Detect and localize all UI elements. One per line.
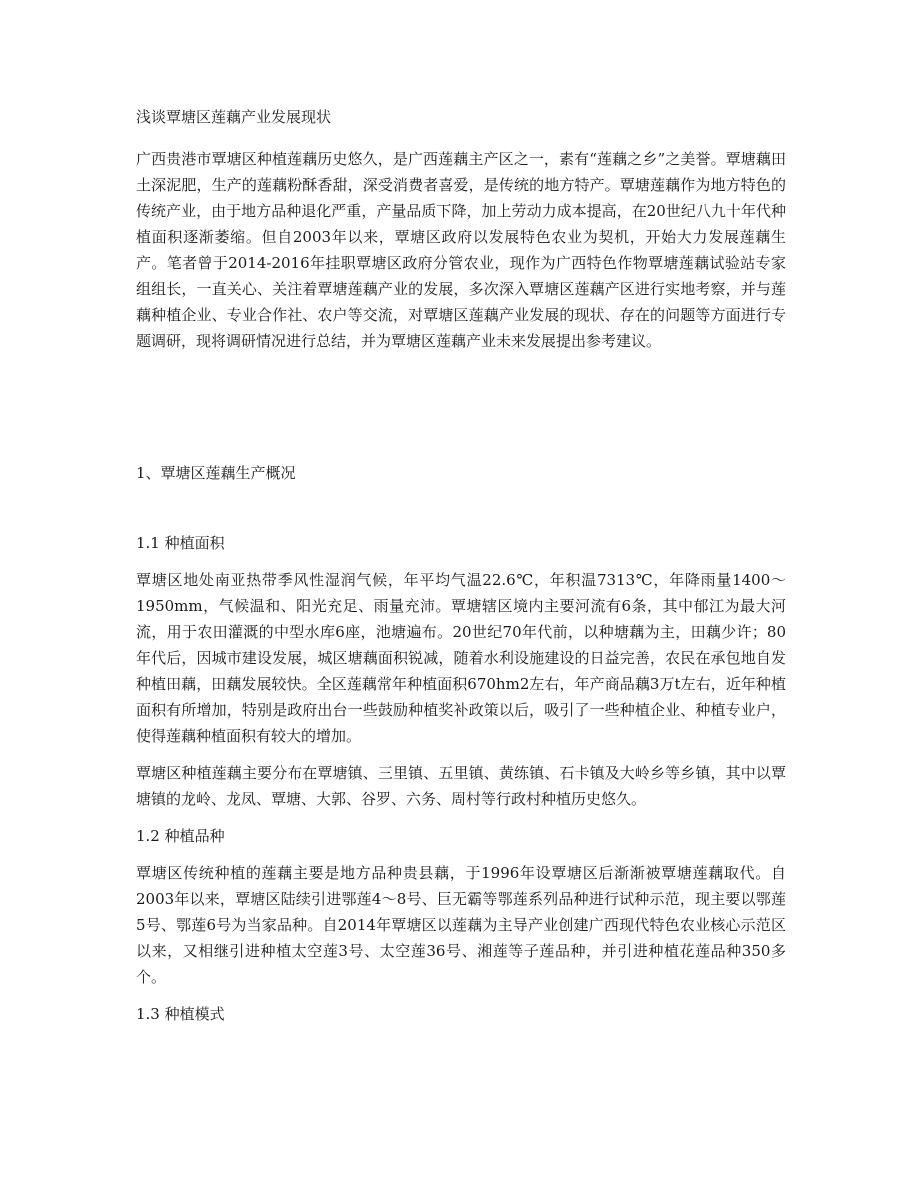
section-1-3-heading: 1.3 种植模式 — [136, 1005, 225, 1023]
spacer — [136, 365, 786, 460]
document-page — [136, 104, 786, 1038]
section-1-1-heading: 1.1 种植面积 — [136, 534, 225, 552]
spacer — [136, 486, 786, 530]
intro-paragraph: 广西贵港市覃塘区种植莲藕历史悠久，是广西莲藕主产区之一，素有“莲藕之乡”之美誉。覃塘藕田土深泥肥，生产的莲藕粉酥香甜，深受消费者喜爱，是传统的地方特产。覃塘莲藕作为地方特色的传统产业，由于地方品种退化严重，产量品质下降，加上劳动力成本提高，在20世纪八九十年代种植面积逐渐萎缩。但自2003年以来，覃塘区政府以发展特色农业为契机，开始大力发展莲藕生产。笔者曾于2014-2016年挂职覃塘区政府分管农业，现作为广西特色作物覃塘莲藕试验站专家组组长，一直关心、关注着覃塘莲藕产业的发展，多次深入覃塘区莲藕产区进行实地考察，并与莲藕种植企业、专业合作社、农户等交流，对覃塘区莲藕产业发展的现状、存在的问题等方面进行专题调研，现将调研情况进行总结，并为覃塘区莲藕产业未来发展提出参考建议。 — [136, 150, 786, 350]
section-1-1-paragraph-2: 覃塘区种植莲藕主要分布在覃塘镇、三里镇、五里镇、黄练镇、石卡镇及大岭乡等乡镇，其中以覃塘镇的龙岭、龙凤、覃塘、大郭、谷罗、六务、周村等行政村种植历史悠久。 — [136, 764, 786, 808]
section-1-2-heading: 1.2 种植品种 — [136, 827, 225, 845]
section-1-heading: 1、覃塘区莲藕生产概况 — [136, 464, 296, 482]
section-1-1-paragraph-1: 覃塘区地处南亚热带季风性湿润气候，年平均气温22.6℃，年积温7313℃，年降雨量1400～1950mm，气候温和、阳光充足、雨量充沛。覃塘辖区境内主要河流有6条，其中郁江为最大河流，用于农田灌溉的中型水库6座，池塘遍布。20世纪70年代前，以种塘藕为主，田藕少许；80年代后，因城市建设发展，城区塘藕面积锐减，随着水利设施建设的日益完善，农民在承包地自发种植田藕，田藕发展较快。全区莲藕常年种植面积670hm2左右，年产商品藕3万t左右，近年种植面积有所增加，特别是政府出台一些鼓励种植奖补政策以后，吸引了一些种植企业、种植专业户，使得莲藕种植面积有较大的增加。 — [136, 571, 786, 745]
document-title: 浅谈覃塘区莲藕产业发展现状 — [136, 108, 332, 126]
section-1-2-paragraph-1: 覃塘区传统种植的莲藕主要是地方品种贵县藕，于1996年设覃塘区后渐渐被覃塘莲藕取代。自2003年以来，覃塘区陆续引进鄂莲4～8号、巨无霸等鄂莲系列品种进行试种示范，现主要以鄂莲5号、鄂莲6号为当家品种。自2014年覃塘区以莲藕为主导产业创建广西现代特色农业核心示范区以来，又相继引进种植太空莲3号、太空莲36号、湘莲等子莲品种，并引进种植花莲品种350多个。 — [136, 864, 786, 986]
